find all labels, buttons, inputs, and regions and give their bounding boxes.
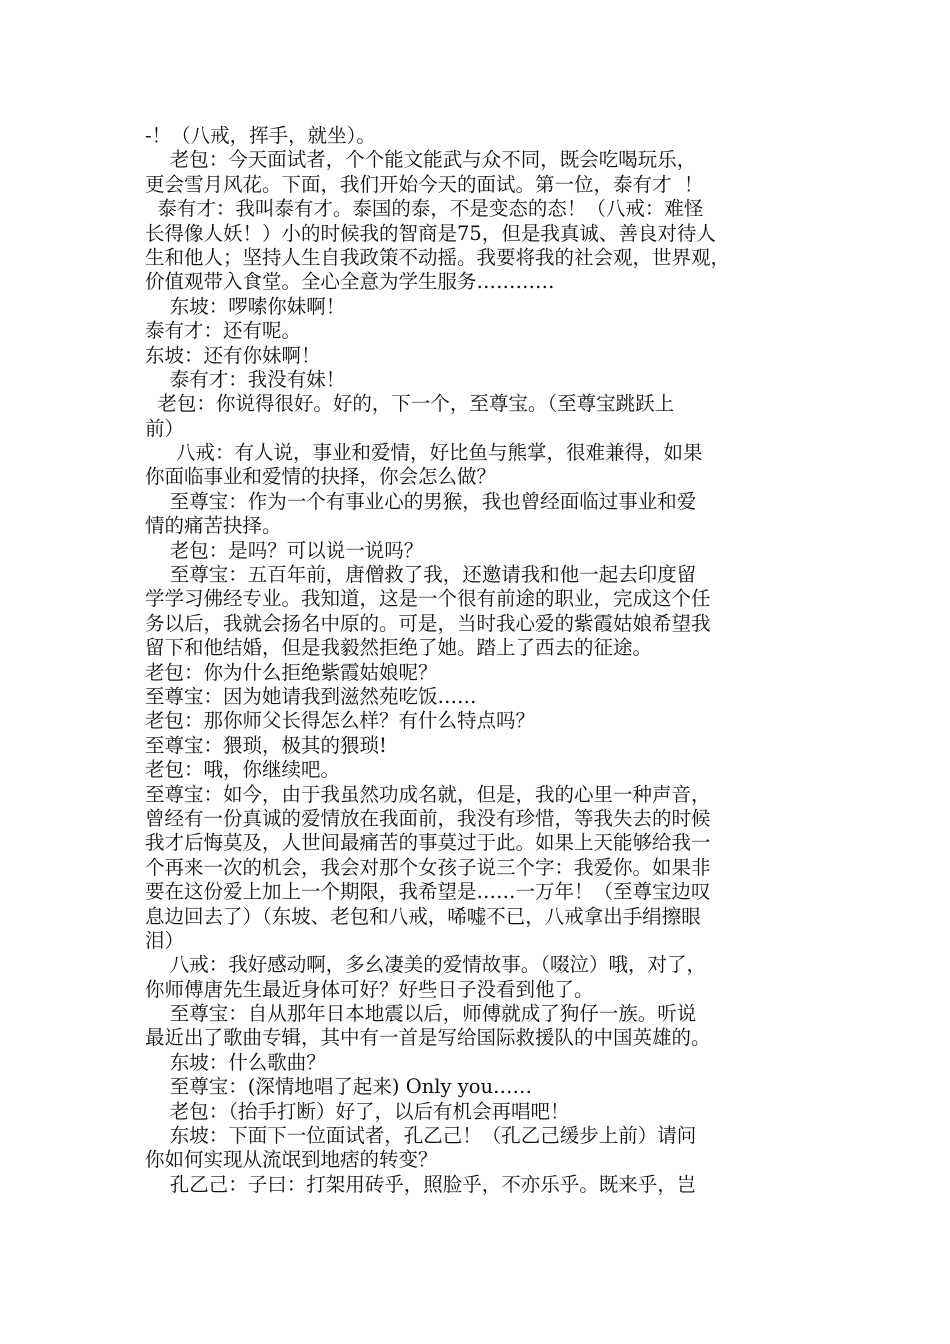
text-line: -！（八戒，挥手，就坐）。 bbox=[145, 124, 376, 147]
text-line: 八戒：有人说，事业和爱情，好比鱼与熊掌，很难兼得，如果 bbox=[145, 441, 703, 465]
text-line: 更会雪月风花。下面，我们开始今天的面试。第一位，泰有才 ！ bbox=[145, 172, 704, 196]
text-line: 东坡：什么歌曲？ bbox=[145, 1050, 326, 1074]
text-line: 至尊宝：(深情地唱了起来) Only you…… bbox=[145, 1075, 533, 1099]
text-line: 至尊宝：猥琐，极其的猥琐! bbox=[145, 733, 387, 757]
text-line: 留下和他结婚，但是我毅然拒绝了她。踏上了西去的征途。 bbox=[145, 636, 653, 660]
text-line: 至尊宝：如今，由于我虽然功成名就，但是，我的心里一种声音， bbox=[145, 782, 711, 806]
text-line: 个再来一次的机会，我会对那个女孩子说三个字：我爱你。如果非 bbox=[145, 855, 711, 879]
text-line: 生和他人；坚持人生自我政策不动摇。我要将我的社会观，世界观， bbox=[145, 245, 731, 269]
text-line: 要在这份爱上加上一个期限，我希望是……一万年！（至尊宝边叹 bbox=[145, 880, 711, 904]
text-line: 我才后悔莫及，人世间最痛苦的事莫过于此。如果上天能够给我一 bbox=[145, 831, 711, 855]
text-line: 务以后，我就会扬名中原的。可是，当时我心爱的紫霞姑娘希望我 bbox=[145, 611, 711, 635]
text-line: 老包：那你师父长得怎么样？有什么特点吗？ bbox=[145, 709, 536, 733]
text-line: 至尊宝：因为她请我到滋然苑吃饭…… bbox=[145, 684, 477, 708]
text-line: 长得像人妖！）小的时候我的智商是75，但是我真诚、善良对待人 bbox=[145, 221, 716, 245]
text-line: 学学习佛经专业。我知道，这是一个很有前途的职业，完成这个任 bbox=[145, 587, 711, 611]
text-line: 老包：哦，你继续吧。 bbox=[145, 758, 341, 782]
text-line: 曾经有一份真诚的爱情放在我面前，我没有珍惜，等我失去的时候 bbox=[145, 806, 711, 830]
text-line: 泰有才：我没有妹！ bbox=[145, 367, 346, 391]
text-line: 老包：你为什么拒绝紫霞姑娘呢？ bbox=[145, 660, 438, 684]
text-line: 前） bbox=[145, 416, 185, 440]
text-line: 老包：（抬手打断）好了，以后有机会再唱吧！ bbox=[145, 1099, 570, 1123]
text-line: 泰有才：还有呢。 bbox=[145, 319, 302, 343]
text-line: 老包：今天面试者，个个能文能武与众不同，既会吃喝玩乐， bbox=[145, 148, 697, 172]
text-line: 你师傅唐先生最近身体可好？好些日子没看到他了。 bbox=[145, 977, 594, 1001]
text-line: 泪） bbox=[145, 928, 185, 952]
text-line: 你如何实现从流氓到地痞的转变？ bbox=[145, 1148, 438, 1172]
text-line: 八戒：我好感动啊，多幺凄美的爱情故事。（啜泣）哦，对了， bbox=[145, 953, 707, 977]
text-line: 老包：你说得很好。好的，下一个，至尊宝。（至尊宝跳跃上 bbox=[145, 392, 675, 416]
text-line: 东坡：还有你妹啊！ bbox=[145, 343, 321, 367]
text-line: 泰有才：我叫泰有才。泰国的泰，不是变态的态！（八戒：难怪 bbox=[145, 197, 704, 221]
text-line: 至尊宝：五百年前，唐僧救了我，还邀请我和他一起去印度留 bbox=[145, 563, 697, 587]
text-line: 情的痛苦抉择。 bbox=[145, 514, 282, 538]
text-line: 老包：是吗？可以说一说吗？ bbox=[145, 538, 424, 562]
document-body bbox=[145, 124, 820, 1197]
text-line: 你面临事业和爱情的抉择，你会怎么做？ bbox=[145, 465, 497, 489]
text-line: 息边回去了）（东坡、老包和八戒，唏嘘不已，八戒拿出手绢擦眼 bbox=[145, 904, 701, 928]
text-line: 最近出了歌曲专辑，其中有一首是写给国际救援队的中国英雄的。 bbox=[145, 1026, 711, 1050]
text-line: 东坡：下面下一位面试者，孔乙己！（孔乙己缓步上前）请问 bbox=[145, 1124, 697, 1148]
text-line: 至尊宝：作为一个有事业心的男猴，我也曾经面临过事业和爱 bbox=[145, 489, 697, 513]
text-line: 孔乙己：子曰：打架用砖乎，照脸乎，不亦乐乎。既来乎，岂 bbox=[145, 1172, 697, 1196]
text-line: 价值观带入食堂。全心全意为学生服务………… bbox=[145, 270, 555, 294]
text-line: 东坡：啰嗦你妹啊！ bbox=[145, 294, 346, 318]
text-line: 至尊宝：自从那年日本地震以后，师傅就成了狗仔一族。听说 bbox=[145, 1002, 697, 1026]
